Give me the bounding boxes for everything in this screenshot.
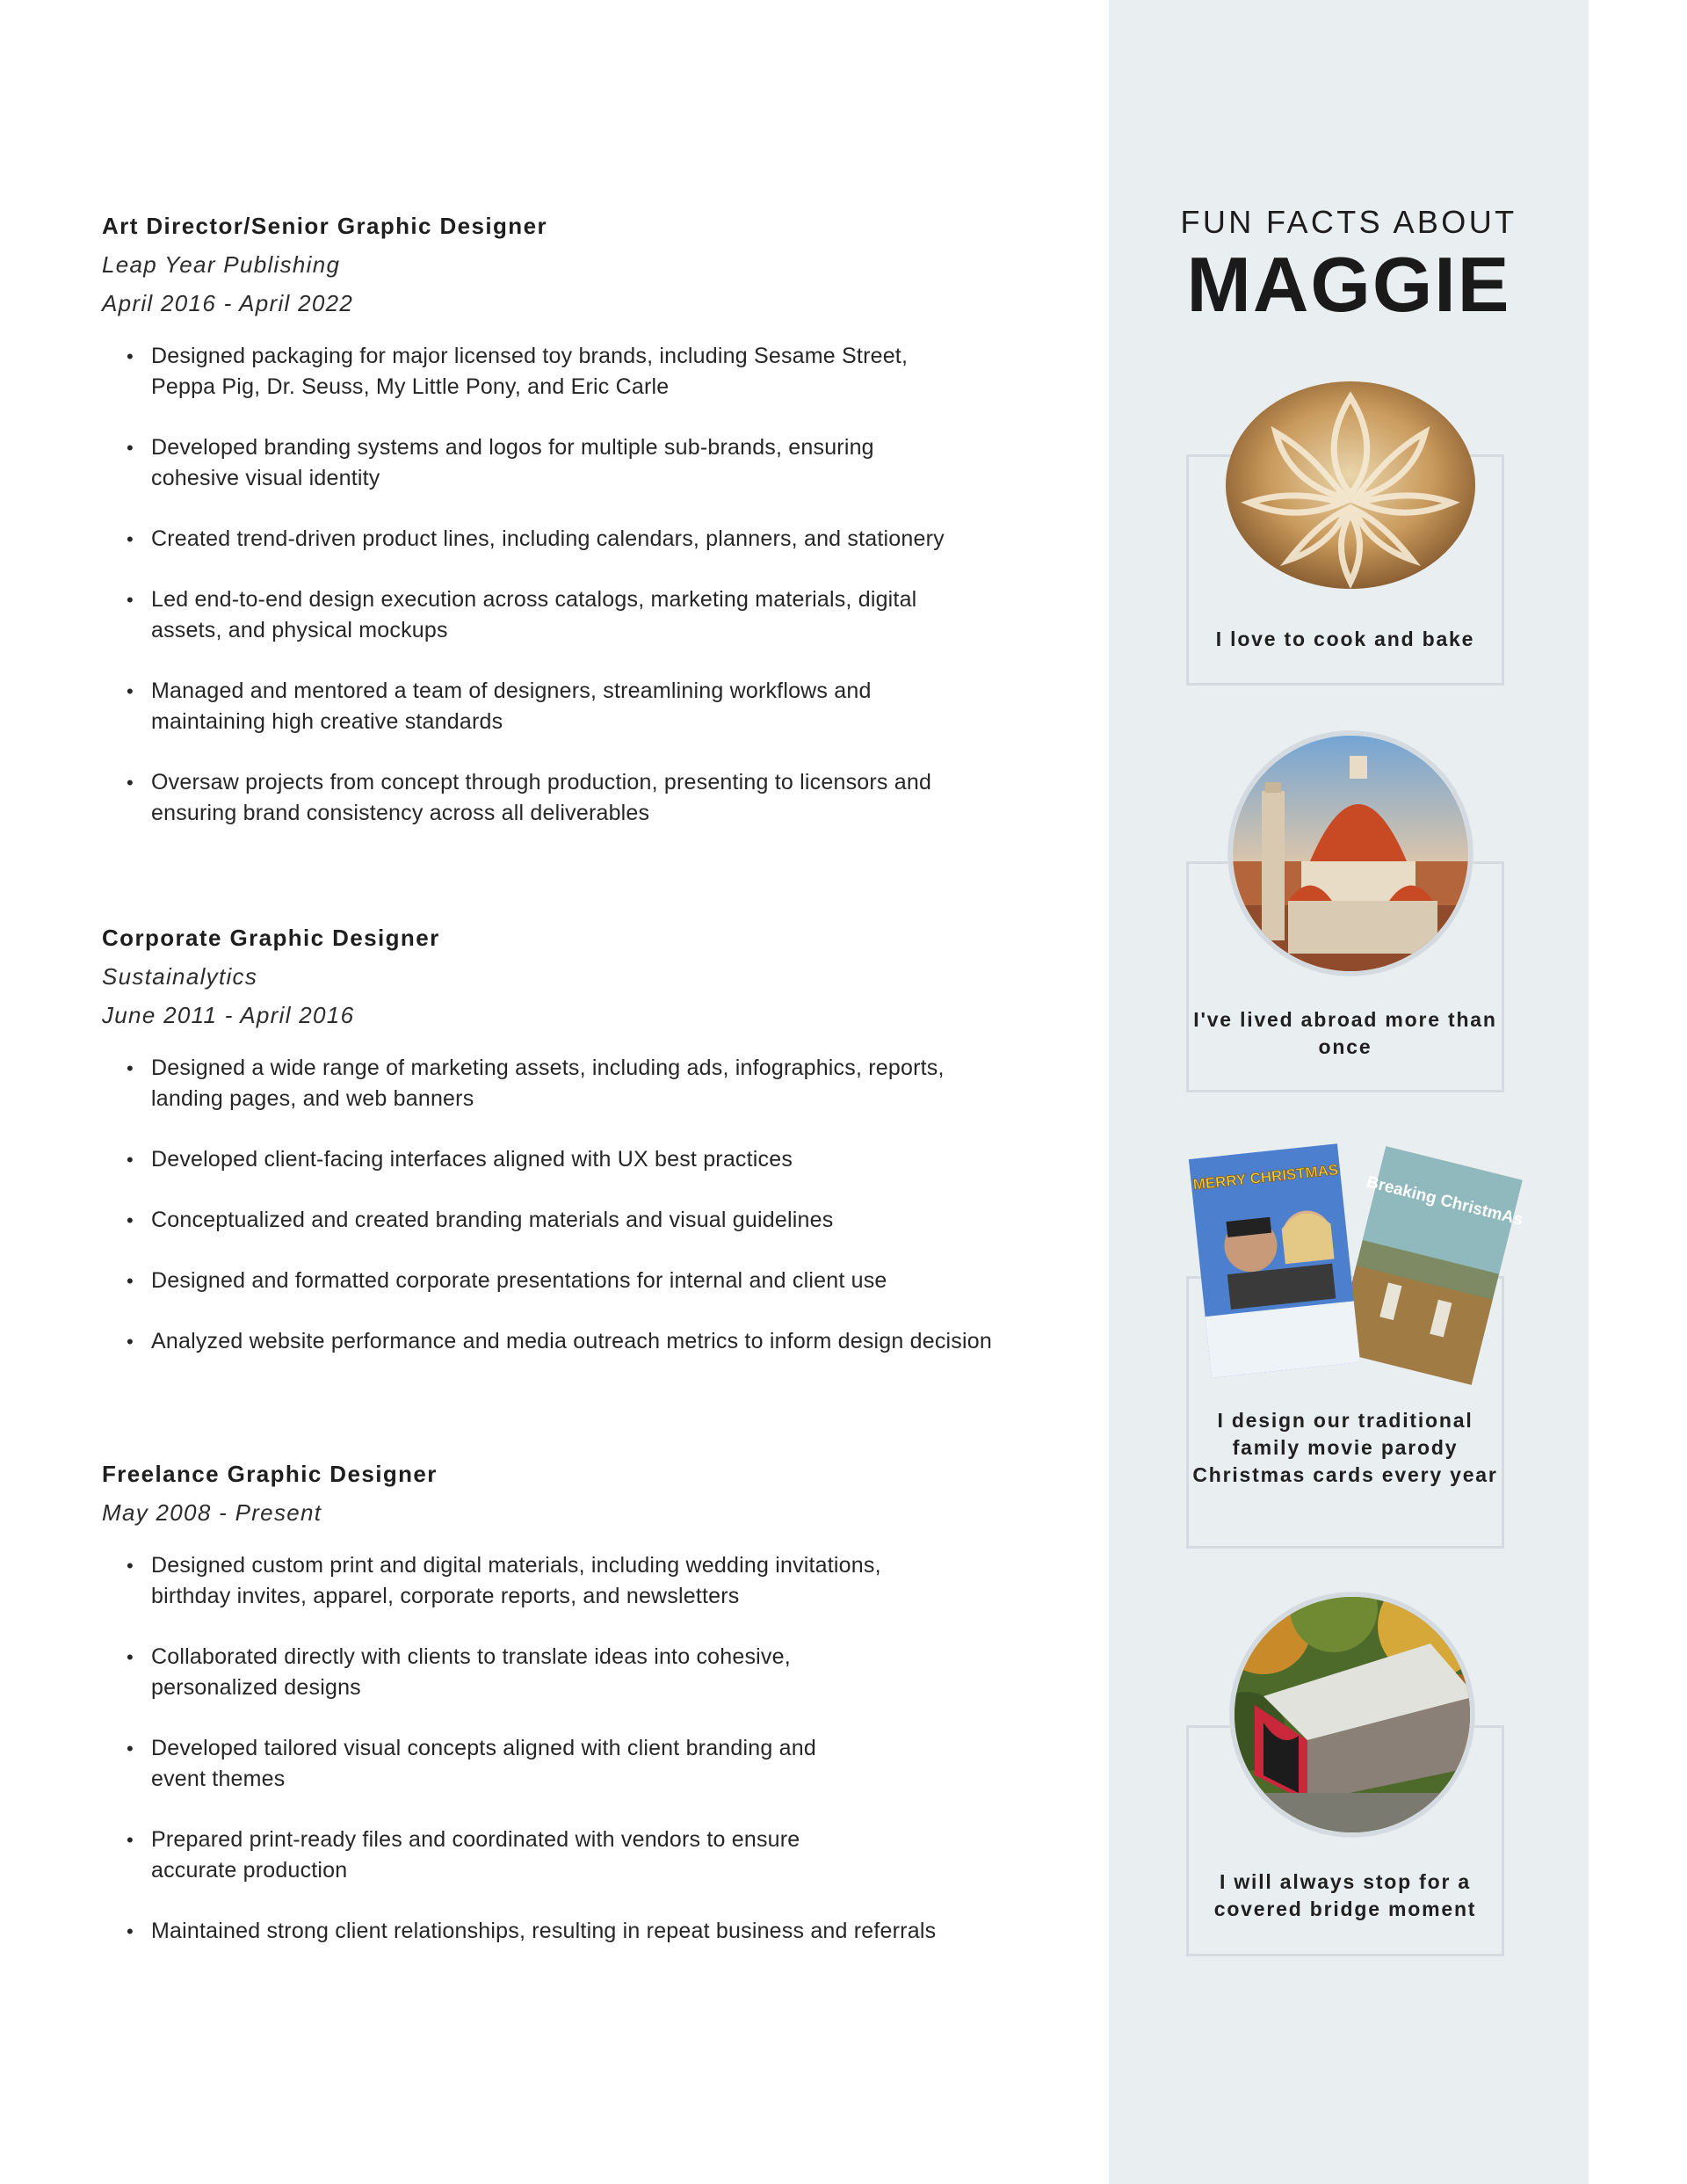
covered-bridge-image	[1228, 1591, 1476, 1839]
poster-right-title: Breaking ChristmAs	[1365, 1172, 1525, 1230]
job-entry-leap-year	[102, 211, 1033, 859]
bread-loaf-image	[1223, 371, 1478, 591]
bullet-item: • Oversaw projects from concept through production, presenting to licensors and ensuring brand consistency across all deliverables	[127, 767, 959, 829]
job-bullets	[102, 341, 1033, 829]
job-title: Freelance Graphic Designer	[102, 1461, 438, 1487]
bullet-item: • Analyzed website performance and media outreach metrics to inform design decision	[127, 1326, 1030, 1357]
fun-fact-caption: I design our traditional family movie parody Christmas cards every year	[1192, 1409, 1498, 1486]
job-bullets	[102, 1053, 1033, 1357]
bullet-item: • Developed tailored visual concepts aligned with client branding and event themes	[127, 1733, 836, 1795]
job-dates: June 2011 - April 2016	[102, 1002, 355, 1028]
bullet-item: • Collaborated directly with clients to translate ideas into cohesive, personalized designs	[127, 1642, 819, 1703]
christmas-card-posters	[1191, 1134, 1525, 1397]
bullet-item: • Prepared print-ready files and coordinated with vendors to ensure accurate production	[127, 1825, 819, 1886]
job-company: Sustainalytics	[102, 963, 258, 990]
job-dates: May 2008 - Present	[102, 1499, 322, 1526]
merry-christmas-poster	[1189, 1143, 1360, 1377]
job-title: Art Director/Senior Graphic Designer	[102, 213, 547, 239]
job-bullets	[102, 1550, 1033, 1947]
bullet-item: • Designed and formatted corporate presentations for internal and client use	[127, 1266, 1012, 1296]
job-dates: April 2016 - April 2022	[102, 290, 354, 316]
job-entry-sustainalytics	[102, 923, 1033, 1387]
bullet-item: • Developed branding systems and logos for multiple sub-brands, ensuring cohesive visual identity	[127, 432, 907, 494]
poster-left-title: MERRY CHRISTMAS	[1191, 1161, 1340, 1194]
bullet-item: • Conceptualized and created branding materials and visual guidelines	[127, 1205, 1012, 1236]
fun-fact-caption: I've lived abroad more than once	[1193, 1008, 1497, 1058]
bullet-item: • Maintained strong client relationships, resulting in repeat business and referrals	[127, 1916, 995, 1947]
bullet-item: • Managed and mentored a team of designers, streamlining workflows and maintaining high creative standards	[127, 676, 907, 737]
fun-facts-name: MAGGIE	[1186, 241, 1511, 328]
bullet-item: • Led end-to-end design execution across catalogs, marketing materials, digital assets, and physical mockups	[127, 584, 942, 646]
job-title: Corporate Graphic Designer	[102, 925, 440, 951]
bullet-item: • Designed a wide range of marketing assets, including ads, infographics, reports, landing pages, and web banners	[127, 1053, 995, 1114]
bullet-item: • Developed client-facing interfaces aligned with UX best practices	[127, 1144, 1012, 1175]
bullet-item: • Designed custom print and digital materials, including wedding invitations, birthday invites, apparel, corporate reports, and newsletters	[127, 1550, 907, 1612]
bullet-item: • Created trend-driven product lines, including calendars, planners, and stationery	[127, 524, 995, 555]
bullet-item: • Designed packaging for major licensed toy brands, including Sesame Street, Peppa Pig, Dr. Seuss, My Little Pony, and Eric Carle	[127, 341, 924, 403]
florence-duomo-image	[1227, 729, 1474, 977]
fun-fact-caption: I will always stop for a covered bridge moment	[1213, 1870, 1477, 1920]
job-company: Leap Year Publishing	[102, 251, 341, 278]
fun-fact-caption: I love to cook and bake	[1215, 628, 1475, 650]
fun-facts-heading: FUN FACTS ABOUT	[1180, 204, 1517, 240]
job-entry-freelance	[102, 1459, 1033, 1977]
